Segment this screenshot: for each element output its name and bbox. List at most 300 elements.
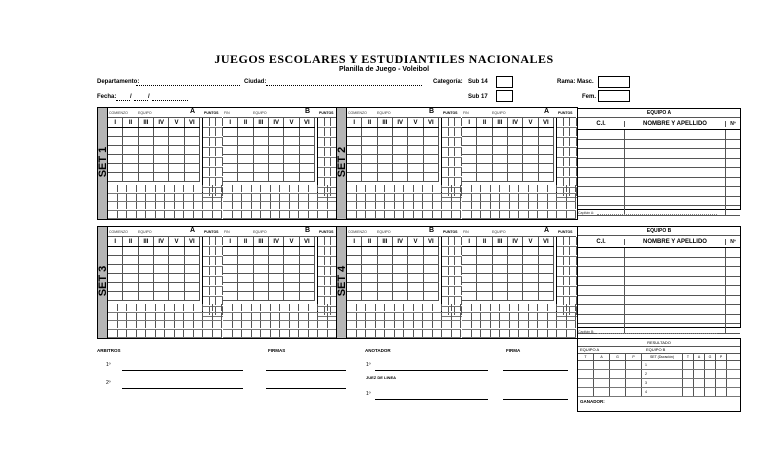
substitution-cell[interactable] — [309, 313, 319, 320]
substitution-cell[interactable] — [442, 211, 452, 218]
substitution-cell[interactable] — [481, 321, 491, 328]
substitution-cell[interactable] — [529, 211, 539, 218]
lineup-cell[interactable] — [362, 283, 377, 292]
point-cell[interactable] — [318, 138, 325, 146]
lineup-cell[interactable] — [154, 164, 169, 173]
substitution-cell[interactable] — [118, 330, 128, 337]
point-cell[interactable] — [318, 247, 325, 255]
roster-cell[interactable] — [578, 267, 625, 276]
substitution-cell[interactable] — [280, 194, 290, 201]
substitution-cell[interactable] — [127, 185, 137, 192]
substitution-cell[interactable] — [529, 185, 539, 192]
substitution-cell[interactable] — [366, 304, 376, 311]
point-cell[interactable] — [318, 267, 325, 275]
substitution-cell[interactable] — [548, 202, 558, 209]
substitution-cell[interactable] — [395, 313, 405, 320]
substitution-cell[interactable] — [385, 185, 395, 192]
lineup-cell[interactable] — [424, 128, 439, 137]
lineup-cell[interactable] — [300, 256, 315, 265]
roster-cell[interactable] — [578, 140, 625, 149]
lineup-cell[interactable] — [539, 256, 554, 265]
substitution-cell[interactable] — [423, 304, 433, 311]
substitution-cell[interactable] — [127, 211, 137, 218]
lineup-cell[interactable] — [269, 274, 284, 283]
substitution-cell[interactable] — [472, 330, 482, 337]
lineup-cell[interactable] — [123, 292, 138, 301]
lineup-cell[interactable] — [508, 155, 523, 164]
departamento-field[interactable] — [136, 79, 240, 86]
point-cell[interactable] — [203, 257, 210, 265]
substitution-cell[interactable] — [261, 330, 271, 337]
substitution-cell[interactable] — [442, 313, 452, 320]
substitution-cell[interactable] — [309, 330, 319, 337]
substitution-cell[interactable] — [261, 321, 271, 328]
lineup-cell[interactable] — [139, 256, 154, 265]
lineup-cell[interactable] — [185, 146, 200, 155]
lineup-cell[interactable] — [523, 146, 538, 155]
substitution-cell[interactable] — [203, 321, 213, 328]
lineup-cell[interactable] — [300, 137, 315, 146]
substitution-cell[interactable] — [491, 321, 501, 328]
substitution-cell[interactable] — [472, 202, 482, 209]
substitution-cell[interactable] — [118, 304, 128, 311]
roster-cell[interactable] — [578, 258, 625, 267]
lineup-cell[interactable] — [378, 146, 393, 155]
substitution-cell[interactable] — [357, 313, 367, 320]
result-cell[interactable] — [578, 379, 594, 387]
point-cell[interactable] — [203, 287, 210, 295]
substitution-cell[interactable] — [108, 202, 118, 209]
substitution-cell[interactable] — [271, 313, 281, 320]
lineup-cell[interactable] — [139, 137, 154, 146]
substitution-cell[interactable] — [357, 321, 367, 328]
roster-cell[interactable] — [726, 296, 740, 305]
result-cell[interactable] — [694, 388, 705, 396]
lineup-cell[interactable] — [238, 247, 253, 256]
substitution-cell[interactable] — [309, 194, 319, 201]
lineup-cell[interactable] — [108, 137, 123, 146]
roster-cell[interactable] — [625, 267, 726, 276]
substitution-cell[interactable] — [280, 202, 290, 209]
lineup-cell[interactable] — [300, 155, 315, 164]
substitution-cell[interactable] — [223, 321, 233, 328]
point-cell[interactable] — [455, 138, 462, 146]
substitution-cell[interactable] — [548, 330, 558, 337]
point-cell[interactable] — [449, 138, 456, 146]
lineup-cell[interactable] — [362, 274, 377, 283]
lineup-cell[interactable] — [347, 155, 362, 164]
substitution-cell[interactable] — [137, 211, 147, 218]
substitution-cell[interactable] — [146, 211, 156, 218]
substitution-cell[interactable] — [280, 185, 290, 192]
point-cell[interactable] — [442, 287, 449, 295]
roster-cell[interactable] — [726, 258, 740, 267]
substitution-cell[interactable] — [510, 202, 520, 209]
substitution-cell[interactable] — [223, 194, 233, 201]
substitution-cell[interactable] — [184, 185, 194, 192]
result-cell[interactable] — [716, 361, 727, 369]
lineup-cell[interactable] — [347, 283, 362, 292]
substitution-cell[interactable] — [491, 185, 501, 192]
fecha-month-field[interactable] — [134, 94, 148, 101]
lineup-cell[interactable] — [108, 274, 123, 283]
substitution-cell[interactable] — [538, 211, 548, 218]
lineup-cell[interactable] — [185, 128, 200, 137]
substitution-cell[interactable] — [213, 304, 223, 311]
point-cell[interactable] — [210, 128, 217, 136]
substitution-cell[interactable] — [462, 185, 472, 192]
substitution-cell[interactable] — [404, 194, 414, 201]
lineup-cell[interactable] — [424, 247, 439, 256]
substitution-cell[interactable] — [452, 330, 462, 337]
substitution-cell[interactable] — [165, 194, 175, 201]
substitution-cell[interactable] — [376, 321, 386, 328]
lineup-cell[interactable] — [393, 256, 408, 265]
lineup-cell[interactable] — [424, 274, 439, 283]
substitution-cell[interactable] — [567, 321, 577, 328]
lineup-cell[interactable] — [508, 274, 523, 283]
substitution-cell[interactable] — [404, 321, 414, 328]
substitution-cell[interactable] — [118, 211, 128, 218]
substitution-cell[interactable] — [538, 202, 548, 209]
lineup-cell[interactable] — [300, 283, 315, 292]
substitution-cell[interactable] — [395, 211, 405, 218]
lineup-cell[interactable] — [108, 164, 123, 173]
substitution-cell[interactable] — [252, 202, 262, 209]
point-cell[interactable] — [318, 237, 325, 245]
substitution-cell[interactable] — [146, 304, 156, 311]
substitution-cell[interactable] — [414, 313, 424, 320]
lineup-cell[interactable] — [424, 256, 439, 265]
lineup-cell[interactable] — [269, 292, 284, 301]
substitution-cell[interactable] — [318, 211, 328, 218]
point-cell[interactable] — [557, 148, 564, 156]
substitution-cell[interactable] — [175, 211, 185, 218]
lineup-cell[interactable] — [508, 292, 523, 301]
substitution-cell[interactable] — [127, 202, 137, 209]
substitution-cell[interactable] — [395, 321, 405, 328]
substitution-cell[interactable] — [404, 185, 414, 192]
substitution-cell[interactable] — [127, 304, 137, 311]
substitution-cell[interactable] — [137, 330, 147, 337]
lineup-cell[interactable] — [223, 146, 238, 155]
point-cell[interactable] — [216, 247, 223, 255]
lineup-cell[interactable] — [462, 128, 477, 137]
substitution-cell[interactable] — [385, 330, 395, 337]
point-cell[interactable] — [564, 168, 571, 176]
substitution-cell[interactable] — [472, 211, 482, 218]
substitution-cell[interactable] — [118, 194, 128, 201]
substitution-cell[interactable] — [203, 185, 213, 192]
lineup-cell[interactable] — [424, 155, 439, 164]
roster-cell[interactable] — [625, 149, 726, 158]
substitution-cell[interactable] — [299, 185, 309, 192]
lineup-cell[interactable] — [185, 137, 200, 146]
substitution-cell[interactable] — [452, 202, 462, 209]
substitution-cell[interactable] — [175, 304, 185, 311]
lineup-cell[interactable] — [424, 164, 439, 173]
point-cell[interactable] — [455, 257, 462, 265]
point-cell[interactable] — [203, 118, 210, 126]
lineup-cell[interactable] — [238, 274, 253, 283]
lineup-cell[interactable] — [477, 137, 492, 146]
lineup-cell[interactable] — [269, 283, 284, 292]
lineup-cell[interactable] — [462, 256, 477, 265]
substitution-cell[interactable] — [146, 202, 156, 209]
substitution-cell[interactable] — [538, 304, 548, 311]
lineup-cell[interactable] — [523, 155, 538, 164]
lineup-cell[interactable] — [223, 292, 238, 301]
point-cell[interactable] — [455, 277, 462, 285]
lineup-cell[interactable] — [169, 292, 184, 301]
lineup-cell[interactable] — [477, 173, 492, 182]
substitution-cell[interactable] — [567, 194, 577, 201]
lineup-cell[interactable] — [378, 265, 393, 274]
substitution-cell[interactable] — [433, 330, 443, 337]
lineup-cell[interactable] — [493, 274, 508, 283]
substitution-cell[interactable] — [567, 202, 577, 209]
substitution-cell[interactable] — [318, 321, 328, 328]
lineup-cell[interactable] — [169, 265, 184, 274]
point-cell[interactable] — [564, 257, 571, 265]
lineup-cell[interactable] — [123, 283, 138, 292]
point-cell[interactable] — [318, 257, 325, 265]
lineup-cell[interactable] — [254, 274, 269, 283]
point-cell[interactable] — [210, 257, 217, 265]
point-cell[interactable] — [455, 287, 462, 295]
lineup-cell[interactable] — [508, 164, 523, 173]
substitution-cell[interactable] — [472, 321, 482, 328]
substitution-cell[interactable] — [290, 185, 300, 192]
substitution-cell[interactable] — [290, 202, 300, 209]
substitution-cell[interactable] — [299, 321, 309, 328]
substitution-cell[interactable] — [557, 321, 567, 328]
substitution-cell[interactable] — [557, 194, 567, 201]
lineup-cell[interactable] — [108, 155, 123, 164]
substitution-cell[interactable] — [548, 185, 558, 192]
substitution-cell[interactable] — [184, 194, 194, 201]
substitution-cell[interactable] — [452, 194, 462, 201]
substitution-cell[interactable] — [309, 321, 319, 328]
substitution-cell[interactable] — [357, 194, 367, 201]
substitution-cell[interactable] — [318, 304, 328, 311]
substitution-cell[interactable] — [127, 194, 137, 201]
lineup-cell[interactable] — [408, 265, 423, 274]
point-cell[interactable] — [557, 267, 564, 275]
substitution-cell[interactable] — [538, 330, 548, 337]
point-cell[interactable] — [318, 287, 325, 295]
lineup-cell[interactable] — [169, 256, 184, 265]
point-cell[interactable] — [455, 148, 462, 156]
point-cell[interactable] — [570, 287, 577, 295]
point-cell[interactable] — [216, 118, 223, 126]
roster-cell[interactable] — [726, 277, 740, 286]
substitution-cell[interactable] — [146, 313, 156, 320]
lineup-cell[interactable] — [269, 155, 284, 164]
point-cell[interactable] — [557, 168, 564, 176]
substitution-cell[interactable] — [299, 194, 309, 201]
substitution-cell[interactable] — [500, 211, 510, 218]
substitution-cell[interactable] — [366, 330, 376, 337]
lineup-cell[interactable] — [108, 146, 123, 155]
lineup-cell[interactable] — [347, 173, 362, 182]
substitution-cell[interactable] — [491, 211, 501, 218]
point-cell[interactable] — [455, 247, 462, 255]
point-cell[interactable] — [564, 267, 571, 275]
lineup-cell[interactable] — [254, 173, 269, 182]
substitution-cell[interactable] — [184, 304, 194, 311]
point-cell[interactable] — [455, 267, 462, 275]
lineup-cell[interactable] — [462, 292, 477, 301]
point-cell[interactable] — [442, 277, 449, 285]
substitution-cell[interactable] — [242, 313, 252, 320]
roster-cell[interactable] — [578, 168, 625, 177]
substitution-cell[interactable] — [519, 313, 529, 320]
lineup-cell[interactable] — [477, 128, 492, 137]
substitution-cell[interactable] — [529, 330, 539, 337]
point-cell[interactable] — [564, 287, 571, 295]
roster-cell[interactable] — [726, 206, 740, 215]
substitution-cell[interactable] — [519, 194, 529, 201]
result-cell[interactable] — [705, 388, 716, 396]
substitution-cell[interactable] — [548, 211, 558, 218]
point-cell[interactable] — [216, 138, 223, 146]
substitution-cell[interactable] — [567, 304, 577, 311]
lineup-cell[interactable] — [539, 164, 554, 173]
substitution-cell[interactable] — [481, 202, 491, 209]
point-cell[interactable] — [325, 247, 332, 255]
point-cell[interactable] — [210, 148, 217, 156]
substitution-cell[interactable] — [519, 321, 529, 328]
lineup-cell[interactable] — [493, 265, 508, 274]
lineup-cell[interactable] — [269, 164, 284, 173]
lineup-cell[interactable] — [300, 292, 315, 301]
point-cell[interactable] — [570, 148, 577, 156]
lineup-cell[interactable] — [300, 274, 315, 283]
lineup-cell[interactable] — [154, 173, 169, 182]
substitution-cell[interactable] — [175, 194, 185, 201]
point-cell[interactable] — [210, 267, 217, 275]
substitution-cell[interactable] — [519, 185, 529, 192]
substitution-cell[interactable] — [548, 321, 558, 328]
substitution-cell[interactable] — [165, 304, 175, 311]
point-cell[interactable] — [210, 168, 217, 176]
lineup-cell[interactable] — [408, 146, 423, 155]
substitution-cell[interactable] — [261, 194, 271, 201]
substitution-cell[interactable] — [318, 185, 328, 192]
lineup-cell[interactable] — [123, 164, 138, 173]
lineup-cell[interactable] — [347, 164, 362, 173]
substitution-cell[interactable] — [462, 313, 472, 320]
lineup-cell[interactable] — [108, 265, 123, 274]
point-cell[interactable] — [570, 138, 577, 146]
point-cell[interactable] — [325, 118, 332, 126]
substitution-cell[interactable] — [500, 330, 510, 337]
substitution-cell[interactable] — [491, 304, 501, 311]
roster-cell[interactable] — [726, 248, 740, 257]
point-cell[interactable] — [449, 277, 456, 285]
result-cell[interactable] — [683, 370, 694, 378]
substitution-cell[interactable] — [165, 330, 175, 337]
substitution-cell[interactable] — [194, 185, 204, 192]
substitution-cell[interactable] — [127, 313, 137, 320]
point-cell[interactable] — [203, 277, 210, 285]
substitution-cell[interactable] — [481, 211, 491, 218]
roster-cell[interactable] — [625, 187, 726, 196]
lineup-cell[interactable] — [523, 247, 538, 256]
substitution-cell[interactable] — [414, 330, 424, 337]
substitution-cell[interactable] — [423, 321, 433, 328]
substitution-cell[interactable] — [376, 304, 386, 311]
point-cell[interactable] — [570, 118, 577, 126]
substitution-cell[interactable] — [385, 304, 395, 311]
lineup-cell[interactable] — [139, 247, 154, 256]
result-cell[interactable] — [594, 370, 610, 378]
result-cell[interactable] — [626, 379, 642, 387]
point-cell[interactable] — [557, 158, 564, 166]
substitution-cell[interactable] — [472, 185, 482, 192]
point-cell[interactable] — [216, 237, 223, 245]
point-cell[interactable] — [455, 118, 462, 126]
result-cell[interactable] — [578, 370, 594, 378]
point-cell[interactable] — [570, 267, 577, 275]
point-cell[interactable] — [449, 148, 456, 156]
point-cell[interactable] — [570, 237, 577, 245]
substitution-cell[interactable] — [452, 304, 462, 311]
lineup-cell[interactable] — [238, 283, 253, 292]
substitution-cell[interactable] — [567, 330, 577, 337]
substitution-cell[interactable] — [146, 330, 156, 337]
substitution-cell[interactable] — [203, 313, 213, 320]
point-cell[interactable] — [449, 247, 456, 255]
lineup-cell[interactable] — [408, 283, 423, 292]
result-cell[interactable] — [705, 370, 716, 378]
lineup-cell[interactable] — [169, 164, 184, 173]
lineup-cell[interactable] — [347, 292, 362, 301]
lineup-cell[interactable] — [493, 128, 508, 137]
substitution-cell[interactable] — [472, 304, 482, 311]
substitution-cell[interactable] — [290, 330, 300, 337]
lineup-cell[interactable] — [254, 292, 269, 301]
substitution-cell[interactable] — [261, 185, 271, 192]
substitution-cell[interactable] — [347, 304, 357, 311]
lineup-cell[interactable] — [408, 292, 423, 301]
point-cell[interactable] — [203, 158, 210, 166]
substitution-cell[interactable] — [414, 194, 424, 201]
point-cell[interactable] — [449, 237, 456, 245]
lineup-cell[interactable] — [238, 137, 253, 146]
lineup-cell[interactable] — [362, 155, 377, 164]
lineup-cell[interactable] — [347, 265, 362, 274]
lineup-cell[interactable] — [238, 256, 253, 265]
lineup-cell[interactable] — [523, 265, 538, 274]
substitution-cell[interactable] — [414, 304, 424, 311]
substitution-cell[interactable] — [500, 202, 510, 209]
lineup-cell[interactable] — [508, 265, 523, 274]
lineup-cell[interactable] — [169, 173, 184, 182]
result-cell[interactable] — [578, 361, 594, 369]
lineup-cell[interactable] — [169, 155, 184, 164]
lineup-cell[interactable] — [169, 274, 184, 283]
point-cell[interactable] — [564, 158, 571, 166]
point-cell[interactable] — [570, 168, 577, 176]
roster-cell[interactable] — [625, 315, 726, 324]
substitution-cell[interactable] — [280, 304, 290, 311]
lineup-cell[interactable] — [300, 128, 315, 137]
lineup-cell[interactable] — [378, 292, 393, 301]
roster-cell[interactable] — [726, 286, 740, 295]
roster-cell[interactable] — [726, 130, 740, 139]
